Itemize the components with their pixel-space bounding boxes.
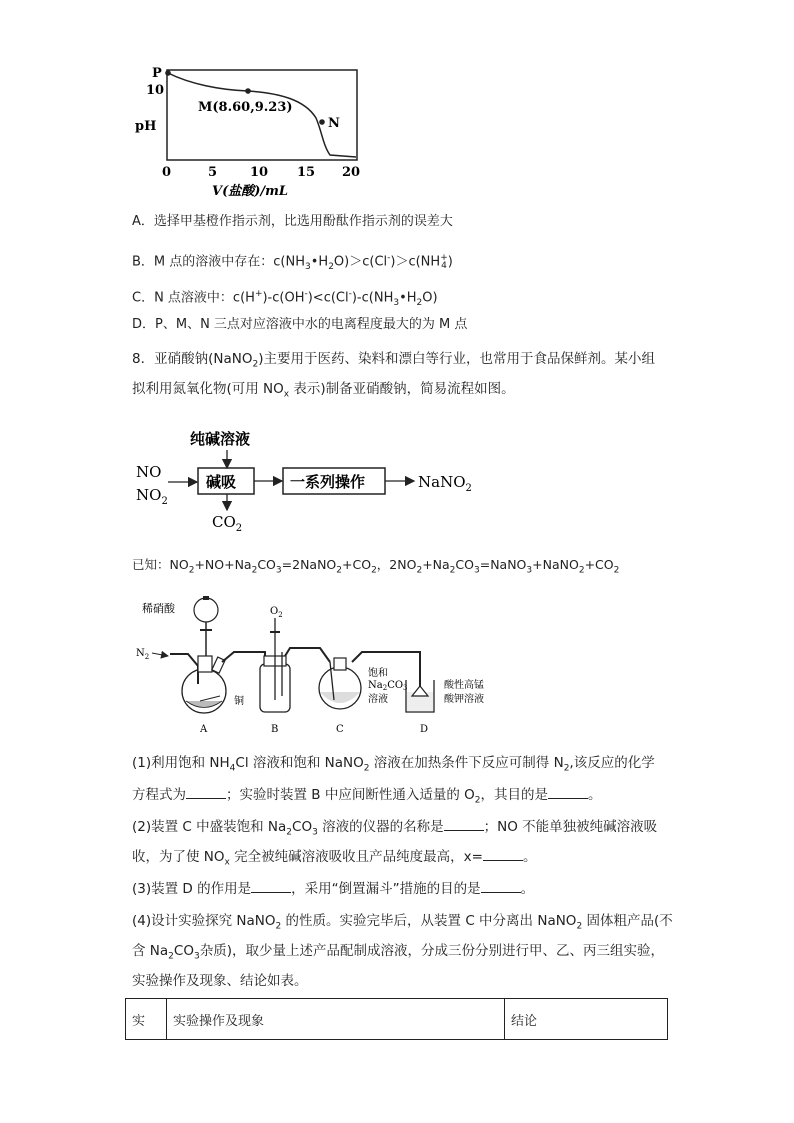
- known-equations: 已知：$NO_2+NO+Na_2CO_3=2NaNO_2+CO_2$，$2NO_2+Na_2CO_3=NaNO_3+NaNO_2+CO_2$: [132, 557, 620, 576]
- apparatus-diagram: [130, 596, 510, 746]
- dilute-nitric-acid-label: 稀硝酸: [142, 602, 175, 615]
- option-b: B．M 点的溶液中存在：$c(NH_3•H_2O)>c(Cl^-)>c(NH+$ 4): [132, 252, 453, 272]
- apparatus-b-label: B: [271, 724, 279, 735]
- table-header-cell: 实验操作及现象: [167, 999, 505, 1040]
- answer-blank[interactable]: [481, 880, 521, 893]
- x-tick-15: 15: [297, 165, 316, 180]
- c-label-solution: 溶液: [368, 694, 388, 705]
- flow-box-operations: 一系列操作: [290, 473, 366, 491]
- answer-blank[interactable]: [444, 818, 484, 831]
- option-a: A．选择甲基橙作指示剂，比选用酚酞作指示剂的误差大: [132, 214, 453, 229]
- experiment-table: [125, 998, 668, 1040]
- q8-line1: 8．亚硝酸钠(NaNO$_2$)主要用于医药、染料和漂白等行业，也常用于食品保鲜剂。某小组: [132, 351, 655, 370]
- point-m-label: M(8.60,9.23): [198, 100, 293, 115]
- x-tick-10: 10: [250, 165, 269, 180]
- x-tick-0: 0: [162, 165, 172, 180]
- d-label-line2: 酸钾溶液: [444, 694, 484, 705]
- n2-label: $N_2$: [136, 648, 150, 661]
- point-n-label: N: [328, 116, 340, 131]
- x-axis-label: V(盐酸)/mL: [212, 184, 289, 199]
- apparatus-c-label: C: [336, 724, 344, 735]
- flow-input-no: NO: [136, 463, 162, 481]
- q3-line: (3)装置 D 的作用是 ，采用“倒置漏斗”措施的目的是 。: [132, 881, 535, 897]
- x-tick-20: 20: [342, 165, 361, 180]
- q4-line1: (4)设计实验探究 NaNO$_2$ 的性质。实验完毕后，从装置 C 中分离出 NaNO$_2$ 固体粗产品(不: [132, 913, 673, 932]
- titration-graph: [130, 60, 370, 200]
- flow-input-no2: $NO_2$: [136, 486, 168, 507]
- answer-blank[interactable]: [251, 880, 291, 893]
- q4-line3: 实验操作及现象、结论如表。: [132, 973, 308, 989]
- y-axis-label: pH: [135, 119, 157, 134]
- answer-blank[interactable]: [186, 786, 226, 799]
- option-c: C．N 点溶液中：$c(H^+)-c(OH^-)<c(Cl^-)-c(NH_3•H_2O)$: [132, 289, 438, 308]
- c-label-saturated: 饱和: [368, 668, 388, 679]
- point-p-label: P: [152, 66, 162, 81]
- q4-line2: 含 $Na_2CO_3$杂质)，取少量上述产品配制成溶液，分成三份分别进行甲、乙、丙三组实验，: [132, 943, 664, 962]
- apparatus-a-label: A: [200, 724, 208, 735]
- table-header-cell: 实: [126, 999, 167, 1040]
- flow-output: NaNO$_2$: [418, 473, 472, 494]
- flow-box-absorb: 碱吸: [206, 473, 237, 491]
- flow-byproduct: $CO_2$: [212, 513, 243, 534]
- table-row: [126, 999, 668, 1040]
- q1-line1: (1)利用饱和 $NH_4Cl$ 溶液和饱和 NaNO$_2$ 溶液在加热条件下反应可制得 $N_2$,该反应的化学: [132, 755, 655, 774]
- x-tick-5: 5: [208, 165, 218, 180]
- o2-label: $O_2$: [270, 606, 283, 619]
- c-label-na2co3: $Na_2CO_3$: [368, 680, 408, 692]
- q2-line2: 收，为了使 $NO_x$ 完全被纯碱溶液吸收且产品纯度最高，x= 。: [132, 849, 537, 868]
- flow-top-label: 纯碱溶液: [190, 430, 251, 448]
- q1-line2: 方程式为 ；实验时装置 B 中应间断性通入适量的 $O_2$，其目的是 。: [132, 787, 602, 806]
- q2-line1: (2)装置 C 中盛装饱和 $Na_2CO_3$ 溶液的仪器的名称是 ；NO 不能单独被纯碱溶液吸: [132, 819, 658, 838]
- flow-diagram: [130, 420, 490, 540]
- y-tick-10: 10: [146, 83, 165, 98]
- option-d: D．P、M、N 三点对应溶液中水的电离程度最大的为 M 点: [132, 317, 468, 332]
- answer-blank[interactable]: [548, 786, 588, 799]
- answer-blank[interactable]: [483, 848, 523, 861]
- copper-label: 铜: [234, 696, 244, 707]
- d-label-line1: 酸性高锰: [444, 680, 484, 691]
- table-header-cell: 结论: [505, 999, 668, 1040]
- q8-line2: 拟利用氮氧化物(可用 $NO_x$ 表示)制备亚硝酸钠，简易流程如图。: [132, 381, 515, 400]
- apparatus-d-label: D: [420, 724, 429, 735]
